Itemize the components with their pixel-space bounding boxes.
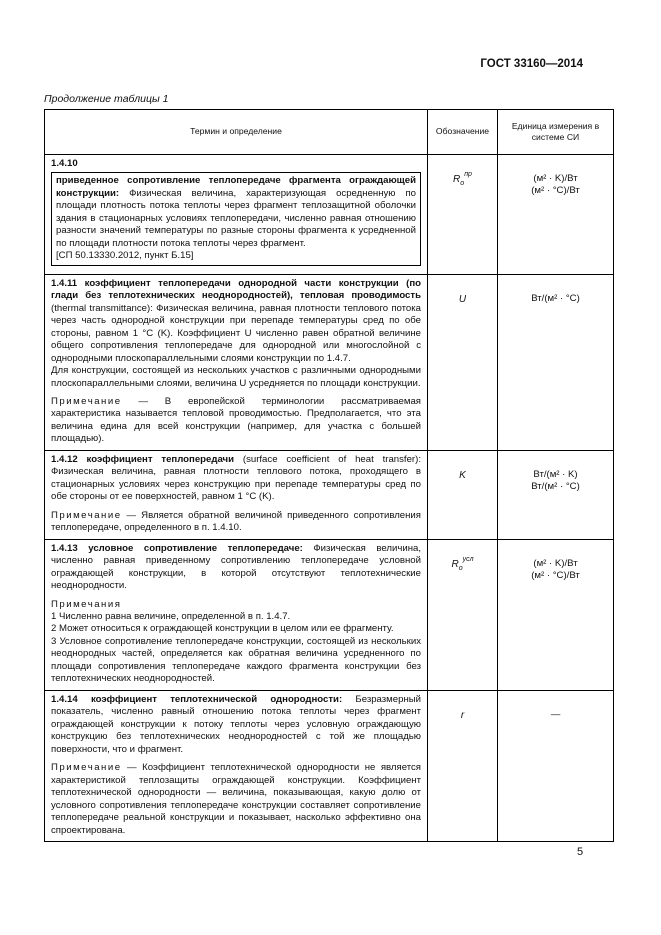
symbol-cell	[428, 539, 498, 690]
term-number: 1.4.13	[51, 542, 78, 554]
unit-value: (м² · °C)/Вт	[531, 185, 580, 197]
term-definition: Физическая величина, характеризующая осредненную по площади плотность потока теплоты через фрагмент теплозащитной оболочки здания в стационарных условиях теплопередачи, численно равная отношению разности значений температуры по разные стороны фрагмента к усредненной по площади плотности потока теплоты через фрагмент.	[56, 187, 416, 249]
unit-cell	[498, 274, 614, 450]
term-name: коэффициент теплотехнической однородности:	[90, 693, 343, 705]
table-header-row	[45, 110, 614, 155]
note-text: — Коэффициент теплотехнической однородности не является характеристикой теплозащиты ограждающей конструкции. Коэффициент теплотехнической однородности — величина, показывающая, какую долю от условного сопротивления теплопередаче конструкции составляет сопротивление теплопередаче реальной конструкции и показывает, насколько эффективно она спроектирована.	[51, 762, 421, 836]
table-caption: Продолжение таблицы 1	[44, 93, 169, 105]
unit-value: (м² · K)/Вт	[533, 557, 578, 569]
unit-value: Вт/(м² · °C)	[531, 481, 580, 493]
unit-value: —	[550, 708, 561, 720]
symbol-subscript: о	[458, 564, 463, 572]
note-item: 1 Численно равна величине, определенной в п. 1.4.7.	[51, 611, 291, 622]
unit-cell	[498, 539, 614, 690]
term-definition: : Физическая величина, равная плотности теплового потока через часть однородной конструкции при перепаде температуры сред по обе стороны, равном 1 °C (K). Коэффициент U численно равен обратной величине общего сопротивления теплопередаче для однородной или многослойной с однородными плоскопараллельными слоями конструкции по 1.4.7.	[51, 302, 422, 364]
symbol-cell	[428, 690, 498, 841]
table-row	[45, 690, 614, 841]
notes-label: Примечания	[51, 598, 122, 610]
term-number: 1.4.14	[51, 693, 78, 705]
term-english: (surface coefficient of heat transfer)	[234, 453, 419, 465]
note-text: — В европейской терминологии рассматриваемая характеристика называется тепловой проводимостью. Предполагается, что эта величина едина для всей конструкции (например, для участка с большей площадью).	[51, 395, 421, 445]
symbol: R	[451, 558, 459, 570]
term-number: 1.4.10	[51, 158, 78, 169]
header-unit: Единица измерения в системе СИ	[498, 110, 614, 155]
unit-value: (м² · K)/Вт	[533, 173, 578, 184]
note-label: Примечание	[51, 395, 122, 407]
header-term: Термин и определение	[45, 110, 428, 155]
symbol: R	[453, 174, 461, 185]
unit-value: Вт/(м² · °C)	[531, 292, 580, 304]
page-number: 5	[577, 846, 584, 858]
term-name: условное сопротивление теплопередаче:	[88, 542, 303, 554]
term-reference: [СП 50.13330.2012, пункт Б.15]	[56, 250, 194, 262]
symbol: U	[458, 293, 467, 305]
term-number: 1.4.12	[51, 453, 78, 465]
note-label: Примечание	[51, 762, 122, 774]
term-cell	[45, 690, 428, 841]
symbol-cell	[428, 450, 498, 539]
term-name: приведенное сопротивление теплопередаче фрагмента ограждающей конструкции:	[56, 175, 416, 199]
symbol-superscript: пр	[464, 171, 472, 178]
note-item: 2 Может относиться к ограждающей конструкции в целом или ее фрагменту.	[51, 623, 394, 635]
term-definition: : Физическая величина, равная плотности теплового потока, проходящего в стационарных условиях через конструкцию при перепаде температуры сред по обе стороны от ее поверхностей, равном 1 °C (K).	[51, 453, 421, 503]
term-definition: Безразмерный показатель, численно равный отношению потока теплоты через фрагмент ограждающей конструкции к потоку теплоты через условную ограждающую конструкцию без теплотехнических неоднородностей с той же площадью поверхности, что и фрагмент.	[51, 693, 421, 755]
symbol-subscript: о	[460, 180, 465, 187]
note-text: — Является обратной величиной приведенного сопротивления теплопередаче, определенного в п. 1.4.10.	[51, 509, 421, 534]
terms-table	[44, 109, 614, 842]
symbol: K	[459, 469, 466, 481]
symbol: r	[460, 709, 465, 721]
table-row	[45, 274, 614, 450]
unit-cell	[498, 690, 614, 841]
term-name: коэффициент теплопередачи однородной части конструкции (по глади без теплотехнических неоднородностей), тепловая проводимость	[51, 277, 422, 302]
unit-cell	[498, 450, 614, 539]
definition-box	[51, 172, 421, 265]
note-item: 3 Условное сопротивление теплопередаче конструкции, состоящей из нескольких неоднородных частей, определяется как обратная величина усредненного по площади сопротивления теплопередаче каждого фрагмента конструкции без теплотехнических неоднородностей.	[51, 635, 421, 685]
term-definition-extra: Для конструкции, состоящей из нескольких участков с различными однородными плоскопараллельными слоями, величина U усредняется по площади конструкции.	[51, 365, 421, 389]
term-definition: Физическая величина, численно равная приведенному сопротивлению теплопередаче условной ограждающей конструкции, в которой отсутствуют теплотехнические неоднородности.	[51, 542, 422, 592]
table-row	[45, 539, 614, 690]
term-number: 1.4.11	[51, 277, 78, 289]
symbol-cell	[428, 274, 498, 450]
term-cell	[45, 155, 428, 275]
term-name: коэффициент теплопередачи	[86, 453, 235, 465]
symbol-superscript: усл	[462, 555, 474, 563]
table-row	[45, 450, 614, 539]
term-cell	[45, 274, 428, 450]
term-cell	[45, 450, 428, 539]
table-row	[45, 155, 614, 275]
document-id: ГОСТ 33160—2014	[480, 58, 583, 70]
note-label: Примечание	[51, 509, 122, 521]
unit-value: Вт/(м² · K)	[533, 468, 578, 480]
symbol-cell	[428, 155, 498, 275]
unit-cell	[498, 155, 614, 275]
term-cell	[45, 539, 428, 690]
header-symbol: Обозначение	[428, 110, 498, 155]
unit-value: (м² · °C)/Вт	[531, 570, 580, 582]
term-english: (thermal transmittance)	[51, 302, 151, 314]
